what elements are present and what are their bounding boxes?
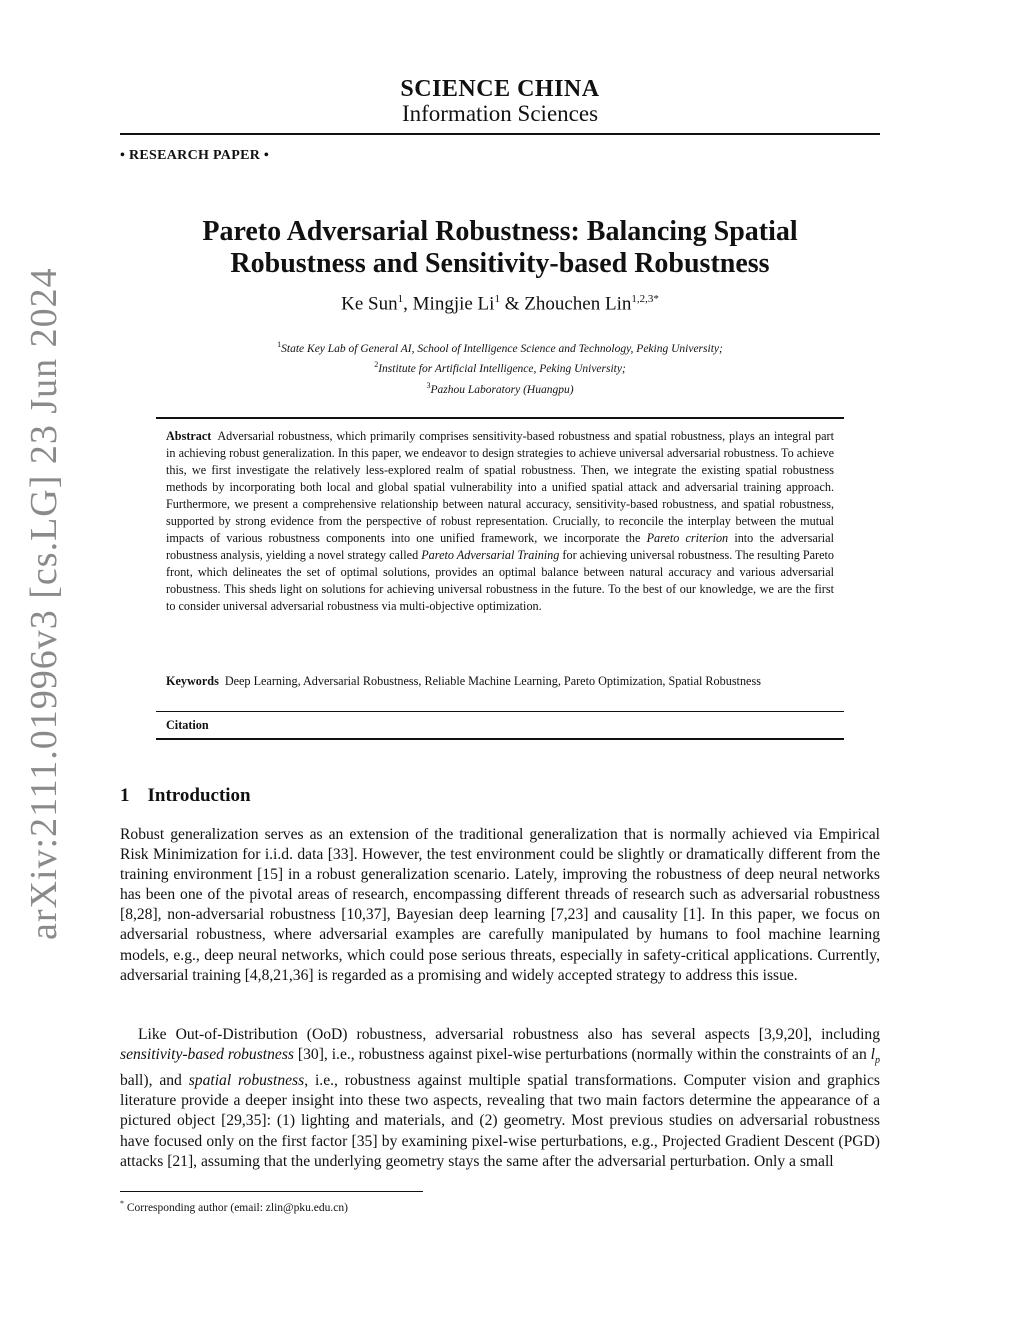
abstract-bottom-rule <box>156 738 844 740</box>
abstract-top-rule <box>156 417 844 419</box>
author-1-affil: 1 <box>397 293 404 305</box>
keywords: Keywords Deep Learning, Adversarial Robustness, Reliable Machine Learning, Pareto Optimization, Spatial Robustness <box>166 674 761 688</box>
author-list <box>120 293 880 315</box>
title-line-2: Robustness and Sensitivity-based Robustness <box>230 248 770 279</box>
footnote-rule <box>120 1191 423 1192</box>
section-number: 1 <box>120 785 130 806</box>
header-rule <box>120 133 880 135</box>
author-separator: & <box>499 293 525 315</box>
abstract-label: Abstract <box>166 429 212 443</box>
paper-title <box>120 216 880 280</box>
affiliations <box>120 337 880 398</box>
author-2-affil: 1 <box>494 293 500 305</box>
journal-name: SCIENCE CHINA <box>400 76 600 102</box>
journal-subtitle: Information Sciences <box>401 101 599 126</box>
affiliation: $^2$Institute for Artificial Intelligence, Peking University; <box>374 360 626 376</box>
author-3: Zhouchen Lin <box>524 293 632 315</box>
author-separator: , <box>403 293 413 315</box>
title-line-1: Pareto Adversarial Robustness: Balancing Spatial <box>202 216 798 247</box>
arxiv-identifier: arXiv:2111.01996v3 [cs.LG] 23 Jun 2024 <box>23 267 65 940</box>
body-paragraph-2: Like Out-of-Distribution (OoD) robustness, adversarial robustness also has several aspects [3,9,20], including sensitivity-based robustness [30], i.e., robustness against pixel-wise perturbations (normally within the constraints of an $l_p$ ball), and spatial robustness, i.e., robustness against multiple spatial transformations. Computer vision and graphics literature provide a deeper insight into these two aspects, revealing that two main factors determine the appearance of a pictured object [29,35]: (1) lighting and materials, and (2) geometry. Most previous studies on adversarial robustness have focused only on the first factor [35] by examining pixel-wise perturbations, e.g., Projected Gradient Descent (PGD) attacks [21], assuming that the underlying geometry stays the same after the adversarial perturbation. Only a small <box>120 1026 881 1170</box>
author-1: Ke Sun <box>341 293 398 315</box>
section-title: Introduction <box>147 785 251 806</box>
affiliation: $^3$Pazhou Laboratory (Huangpu) <box>426 380 574 396</box>
abstract: Abstract Adversarial robustness, which primarily comprises sensitivity-based robustness and spatial robustness, plays an integral part in achieving robust generalization. In this paper, we endeavor to design strategies to achieve universal adversarial robustness. To achieve this, we first investigate the relatively less-explored realm of spatial robustness. Then, we integrate the existing spatial robustness methods by incorporating both local and global spatial vulnerability into a unified spatial attack and adversarial training approach. Furthermore, we present a comprehensive relationship between natural accuracy, sensitivity-based robustness, and spatial robustness, supported by strong evidence from the perspective of robust representation. Crucially, to reconcile the interplay between the mutual impacts of various robustness components into one unified framework, we incorporate the Pareto criterion into the adversarial robustness analysis, yielding a novel strategy called Pareto Adversarial Training for achieving universal robustness. The resulting Pareto front, which delineates the set of optimal solutions, provides an optimal balance between natural accuracy and various adversarial robustness. This sheds light on solutions for achieving universal robustness in the future. To the best of our knowledge, we are the first to consider universal adversarial robustness via multi-objective optimization. <box>166 429 835 613</box>
citation-top-rule <box>156 711 844 712</box>
footnote: * Corresponding author (email: zlin@pku.edu.cn) <box>120 1199 348 1214</box>
section-heading <box>120 785 251 807</box>
affiliation: $^1$State Key Lab of General AI, School of Intelligence Science and Technology, Peking University; <box>277 340 723 355</box>
body-paragraph-1: Robust generalization serves as an extension of the traditional generalization that is normally achieved via Empirical Risk Minimization for i.i.d. data [33]. However, the test environment could be slightly or dramatically different from the training environment [15] in a robust generalization scenario. Lately, improving the robustness of deep neural networks has been one of the pivotal areas of research, encompassing different threads of research such as adversarial robustness [8,28], non-adversarial robustness [10,37], Bayesian deep learning [7,23] and causality [1]. In this paper, we focus on adversarial robustness, where adversarial examples are carefully manipulated by humans to fool machine learning models, e.g., deep neural networks, which could pose serious threats, especially in safety-critical applications. Currently, adversarial training [4,8,21,36] is regarded as a promising and widely accepted strategy to address this issue. <box>120 826 880 984</box>
author-2: Mingjie Li <box>412 293 495 315</box>
keywords-label: Keywords <box>166 674 219 688</box>
paper-type-label: • RESEARCH PAPER • <box>120 148 270 163</box>
citation-label: Citation <box>166 718 209 732</box>
author-3-affil: 1,2,3* <box>631 293 659 305</box>
